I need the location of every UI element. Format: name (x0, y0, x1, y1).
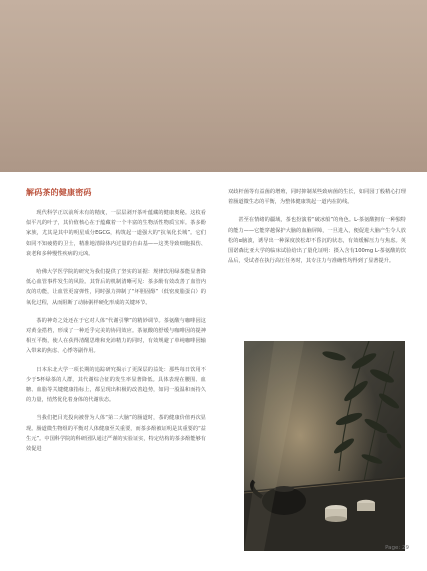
body-paragraph: 双歧杆菌等有益菌的增殖，同时抑制某些致病菌的生长，如同园丁般精心打理着肠道微生态的平衡，为整体健康筑起一道内在防线。 (228, 189, 406, 206)
body-paragraph: 日本东北大学一项长期的追踪研究揭示了更深层的益处：那些每日饮用不少于5杯绿茶的人群，其代谢综合征的发生率显著降低。具体表现在腰围、血糖、血脂等关键健康指标上，都呈现出积极的改善趋势，如同一股温和而持久的力量，悄然优化着身体的代谢状态。 (26, 366, 206, 404)
right-column (228, 187, 406, 274)
body-paragraph: 现代科学正以前所未有的精度，一层层剥开茶叶蕴藏的健康奥秘。这枚看似平凡的叶子，其价值核心在于蕴藏着一个丰富的生物活性物质宝库。茶多酚家族，尤其是其中的明星成分EGCG，构筑起一道强大的“抗氧化长城”。它们如同不知疲倦的卫士，精准地清除体内过量的自由基——这类导致细胞损伤、衰老和多种慢性疾病的元凶。 (26, 210, 206, 257)
body-paragraph: 当我们把目光投向被誉为人体“第二大脑”的肠道时，茶的健康价值再次显现。肠道微生物组的平衡对人体健康至关重要，而茶多酚被证明是其重要的“益生元”。中国科学院的科研团队通过严谨的实验证实，特定结构的茶多酚能够有效促进 (26, 415, 206, 453)
hero-banner (0, 0, 427, 172)
left-column (26, 187, 206, 462)
page-number: Page: 29 (385, 545, 409, 551)
body-paragraph: 甚至在情绪的疆域，茶也扮演着“破冰船”的角色。L-茶氨酸拥有一种独特的能力——它能穿越保护大脑的血脑屏障，一旦进入，便促进大脑产生令人放松的α脑波，诱导出一种深度放松却不昏沉的状态，有效缓解压力与焦虑。英国诺森比亚大学的临床试验给出了量化证明：摄入含有100mg L-茶氨酸的饮品后，受试者在执行高压任务时，其专注力与准确性均得到了显著提升。 (228, 217, 406, 265)
tea-scene-photo (244, 341, 405, 551)
body-paragraph: 哈佛大学医学院的研究为我们提供了坚实的证据：规律饮用绿茶能显著降低心血管事件发生的风险。其背后的机制清晰可见：茶多酚有效改善了血管内皮的功能，让血管更富弹性，同时强力抑制了“坏胆固醇”（低密度脂蛋白）的氧化过程，从而阻断了动脉粥样硬化形成的关键环节。 (26, 269, 206, 306)
section-title: 解码茶的健康密码 (26, 188, 92, 197)
body-paragraph: 茶的神奇之处还在于它对人体“代谢引擎”的精妙调节。茶氨酸与咖啡因这对黄金搭档，形成了一种近乎完美的协同效应。茶氨酸的舒缓与咖啡因的提神相互平衡，使人在获得清醒思维和充沛精力的同时，有效规避了单纯咖啡因输入带来的焦虑、心悸等副作用。 (26, 317, 206, 355)
